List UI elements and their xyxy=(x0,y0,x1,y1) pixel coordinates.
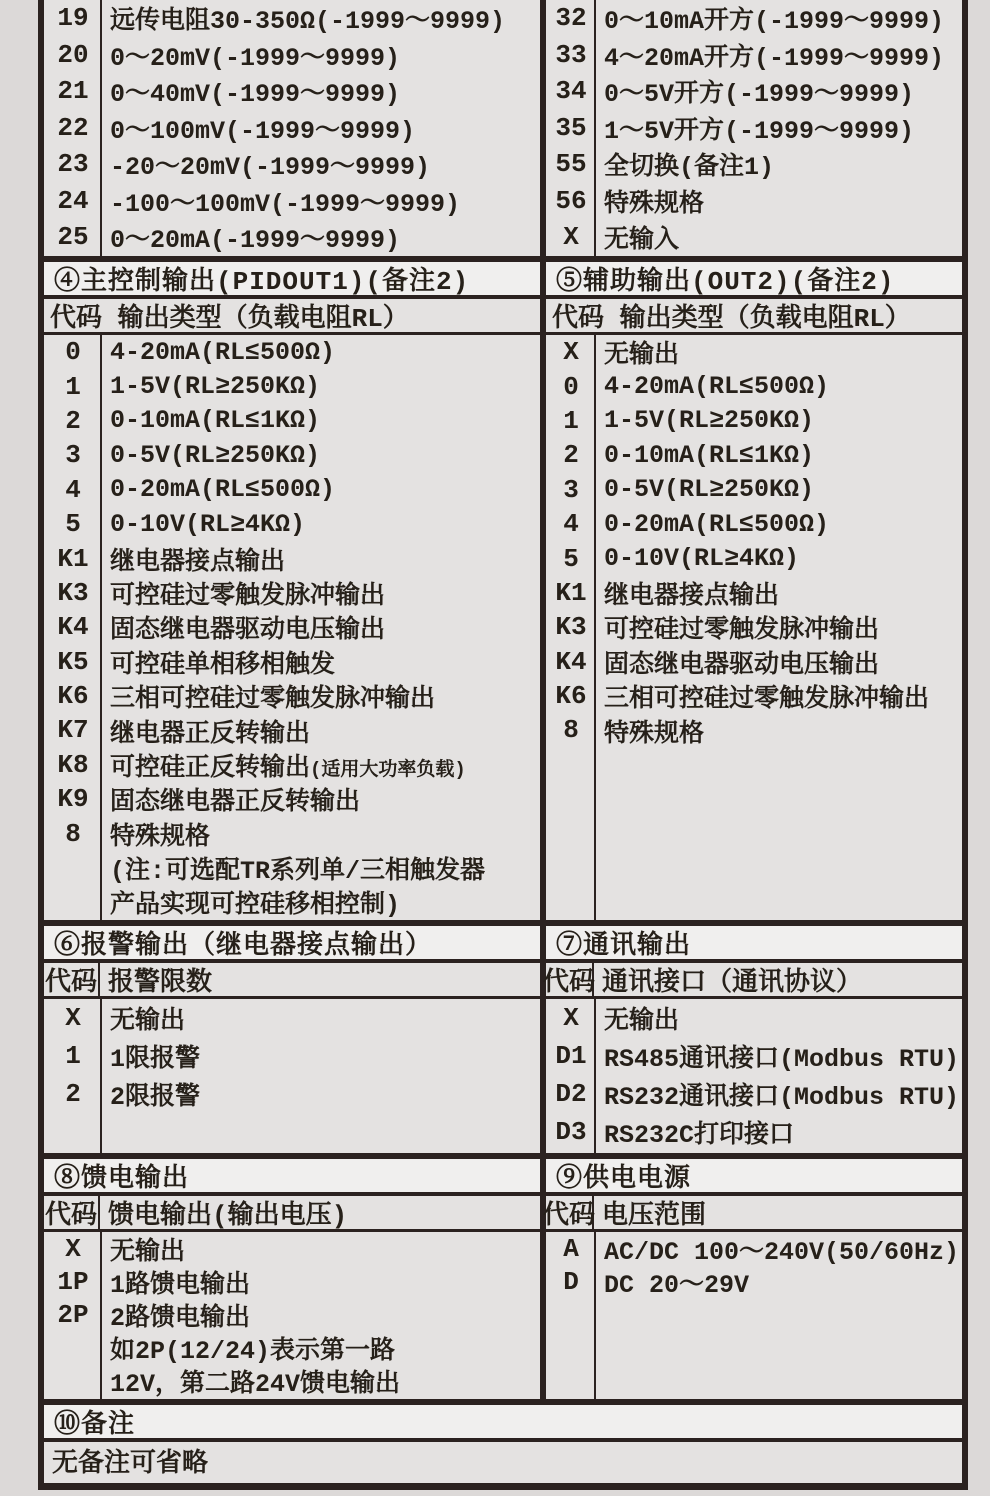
code-cell: D3 xyxy=(555,1117,587,1147)
desc-cell: 1-5V(RL≥250KΩ) xyxy=(604,406,815,436)
code-cell: K3 xyxy=(555,612,587,643)
section-7-header xyxy=(543,963,962,999)
table-row xyxy=(546,1265,962,1298)
table-row xyxy=(44,1331,540,1364)
code-cell: 19 xyxy=(57,3,89,34)
code-cell: 1 xyxy=(65,1041,81,1071)
code-cell: X xyxy=(563,222,579,253)
table-row xyxy=(44,219,540,256)
table-row xyxy=(44,369,540,403)
table-row xyxy=(546,541,962,575)
header-code-cell: 代码 xyxy=(44,1196,100,1229)
table-row xyxy=(44,438,540,472)
code-cell: 2P xyxy=(57,1299,89,1330)
code-cell: A xyxy=(563,1233,579,1264)
code-cell: 22 xyxy=(57,112,89,143)
desc-cell xyxy=(102,884,400,920)
table-row xyxy=(546,73,962,110)
desc-cell: 0～20mV(-1999～9999) xyxy=(110,43,401,73)
header-desc-cell: 馈电输出(输出电压) xyxy=(108,1201,348,1231)
table-row xyxy=(44,1265,540,1298)
desc-cell: 0～20mA(-1999～9999) xyxy=(110,226,401,256)
code-cell: 56 xyxy=(555,185,587,216)
section-aux-output xyxy=(540,262,968,920)
desc-cell: 0-10mA(RL≤1KΩ) xyxy=(604,440,815,470)
table-row xyxy=(44,1037,540,1075)
desc-cell xyxy=(102,510,305,539)
code-cell: 4 xyxy=(65,474,81,505)
code-cell: 24 xyxy=(57,185,89,216)
header-desc-cell: 通讯接口（通讯协议） xyxy=(602,968,863,998)
desc-cell xyxy=(102,644,335,680)
input-codes-right xyxy=(540,0,968,256)
code-cell: 8 xyxy=(65,818,81,849)
desc-cell: DC 20～29V xyxy=(604,1270,750,1300)
table-row xyxy=(44,335,540,369)
desc-cell xyxy=(102,475,335,504)
feed-power-band xyxy=(38,1153,968,1399)
code-cell: K9 xyxy=(57,784,89,815)
desc-cell: 1～5V开方(-1999～9999) xyxy=(604,116,915,146)
table-row xyxy=(44,507,540,541)
table-row xyxy=(546,335,962,369)
desc-cell: 无输入 xyxy=(604,226,680,256)
section-6-header xyxy=(44,963,540,999)
table-row xyxy=(546,645,962,679)
desc-cell xyxy=(102,441,320,470)
code-cell: K1 xyxy=(555,577,587,608)
desc-text: 0-5V(RL≥250KΩ) xyxy=(110,440,321,470)
table-row xyxy=(546,219,962,256)
table-row xyxy=(546,37,962,74)
table-row xyxy=(546,146,962,183)
remark-band xyxy=(38,1399,968,1490)
table-row xyxy=(44,851,540,885)
desc-cell: 0-5V(RL≥250KΩ) xyxy=(604,475,815,505)
code-cell: X xyxy=(563,1003,579,1033)
table-row xyxy=(546,713,962,747)
table-row xyxy=(44,999,540,1037)
table-row xyxy=(44,146,540,183)
table-row xyxy=(546,1232,962,1265)
table-row xyxy=(546,1037,962,1075)
code-cell: 32 xyxy=(555,3,587,34)
desc-cell: 无输出 xyxy=(604,341,680,371)
section-10-title: ⑩备注 xyxy=(44,1405,962,1442)
desc-cell: RS232C打印接口 xyxy=(604,1121,795,1150)
desc-cell xyxy=(102,406,320,435)
code-cell: K4 xyxy=(555,646,587,677)
desc-text: 三相可控硅过零触发脉冲输出 xyxy=(110,685,436,715)
desc-text: 4-20mA(RL≤500Ω) xyxy=(110,337,336,367)
desc-cell: 0～100mV(-1999～9999) xyxy=(110,116,416,146)
table-row xyxy=(44,73,540,110)
code-cell: K5 xyxy=(57,646,89,677)
table-row xyxy=(44,110,540,147)
desc-text: 可控硅正反转输出 xyxy=(110,753,311,783)
table-row xyxy=(546,438,962,472)
code-cell: D1 xyxy=(555,1041,587,1071)
desc-cell: 0-20mA(RL≤500Ω) xyxy=(604,509,830,539)
desc-text: 0-20mA(RL≤500Ω) xyxy=(110,475,336,505)
desc-cell: -100～100mV(-1999～9999) xyxy=(110,189,461,219)
desc-text: 1-5V(RL≥250KΩ) xyxy=(110,372,321,402)
code-cell: 5 xyxy=(65,509,81,540)
table-row xyxy=(44,1298,540,1331)
table-row xyxy=(44,610,540,644)
desc-cell xyxy=(102,713,310,749)
desc-cell: 继电器接点输出 xyxy=(604,581,780,611)
table-row xyxy=(44,576,540,610)
code-cell: 33 xyxy=(555,39,587,70)
section-7-title: ⑦通讯输出 xyxy=(546,926,962,963)
remark-text: 无备注可省略 xyxy=(52,1449,209,1479)
desc-cell: 无输出 xyxy=(110,1237,186,1267)
table-row xyxy=(44,1232,540,1265)
code-cell: 55 xyxy=(555,149,587,180)
code-cell: 25 xyxy=(57,222,89,253)
code-cell: 2 xyxy=(563,440,579,471)
table-row xyxy=(44,0,540,37)
code-cell: K7 xyxy=(57,715,89,746)
table-row xyxy=(546,473,962,507)
table-row xyxy=(546,576,962,610)
code-cell: 1 xyxy=(563,405,579,436)
section-comm-output xyxy=(540,926,968,1153)
ordering-code-sheet xyxy=(38,0,968,1490)
code-cell: K6 xyxy=(57,681,89,712)
code-cell: K6 xyxy=(555,681,587,712)
table-row xyxy=(546,507,962,541)
section-8-title: ⑧馈电输出 xyxy=(44,1159,540,1196)
section-4-header: 代码 输出类型（负载电阻RL） xyxy=(44,299,540,335)
desc-cell: 无输出 xyxy=(604,1007,680,1036)
code-cell: 1P xyxy=(57,1266,89,1297)
desc-cell: 全切换(备注1) xyxy=(604,153,775,183)
section-5-title: ⑤辅助输出(OUT2)(备注2) xyxy=(546,262,962,299)
code-cell: 8 xyxy=(563,715,579,746)
code-cell: 35 xyxy=(555,112,587,143)
code-cell: 0 xyxy=(563,371,579,402)
code-cell: 3 xyxy=(65,440,81,471)
table-row xyxy=(44,679,540,713)
desc-cell: 12V，第二路24V馈电输出 xyxy=(110,1369,401,1399)
desc-cell: 特殊规格 xyxy=(604,189,705,219)
desc-cell: AC/DC 100～240V(50/60Hz) xyxy=(604,1237,960,1267)
table-row xyxy=(546,369,962,403)
table-row xyxy=(546,0,962,37)
desc-text: (注:可选配TR系列单/三相触发器 xyxy=(110,857,486,887)
section-power-supply xyxy=(540,1159,968,1399)
desc-cell: 0～5V开方(-1999～9999) xyxy=(604,80,915,110)
desc-cell xyxy=(102,678,435,714)
section-5-header: 代码 输出类型（负载电阻RL） xyxy=(546,299,962,335)
input-codes-left xyxy=(38,0,540,256)
desc-cell: -20～20mV(-1999～9999) xyxy=(110,153,431,183)
code-cell: K4 xyxy=(57,612,89,643)
code-cell: K8 xyxy=(57,749,89,780)
desc-text: 可控硅单相移相触发 xyxy=(110,650,336,680)
table-row xyxy=(546,999,962,1037)
desc-cell: 可控硅过零触发脉冲输出 xyxy=(604,616,880,646)
table-row xyxy=(44,1075,540,1113)
header-code-cell: 代码 xyxy=(546,963,594,996)
table-row xyxy=(546,1113,962,1151)
desc-cell: 固态继电器驱动电压输出 xyxy=(604,650,880,680)
desc-cell: 特殊规格 xyxy=(604,719,705,749)
section-remark xyxy=(38,1405,968,1490)
desc-cell: 4～20mA开方(-1999～9999) xyxy=(604,43,945,73)
code-cell: X xyxy=(65,1003,81,1033)
code-cell: K1 xyxy=(57,543,89,574)
desc-cell xyxy=(102,541,285,577)
desc-cell: 1路馈电输出 xyxy=(110,1270,251,1300)
desc-cell xyxy=(102,816,210,852)
code-cell: K3 xyxy=(57,577,89,608)
section-alarm-output xyxy=(38,926,540,1153)
desc-cell: RS232通讯接口(Modbus RTU) xyxy=(604,1083,960,1112)
table-row xyxy=(44,782,540,816)
code-cell: 1 xyxy=(65,371,81,402)
table-row xyxy=(546,1075,962,1113)
header-code-cell: 代码 xyxy=(44,963,100,996)
header-desc-cell: 电压范围 xyxy=(602,1201,707,1231)
desc-cell: 0～40mV(-1999～9999) xyxy=(110,80,401,110)
section-6-title: ⑥报警输出（继电器接点输出） xyxy=(44,926,540,963)
desc-cell: 如2P(12/24)表示第一路 xyxy=(110,1336,396,1366)
section-feed-output xyxy=(38,1159,540,1399)
code-cell: 23 xyxy=(57,149,89,180)
desc-cell: 0-10V(RL≥4KΩ) xyxy=(604,544,800,574)
desc-text: 固态继电器正反转输出 xyxy=(110,788,361,818)
table-row xyxy=(44,645,540,679)
table-row xyxy=(546,110,962,147)
code-cell: 0 xyxy=(65,337,81,368)
table-row xyxy=(44,37,540,74)
desc-text: 0-10V(RL≥4KΩ) xyxy=(110,509,306,539)
section-9-header xyxy=(543,1196,962,1232)
desc-cell xyxy=(102,747,466,783)
table-row xyxy=(44,748,540,782)
table-row xyxy=(546,610,962,644)
desc-cell xyxy=(102,781,360,817)
code-cell: 34 xyxy=(555,76,587,107)
table-row xyxy=(44,1364,540,1397)
code-cell: 3 xyxy=(563,474,579,505)
code-cell: D2 xyxy=(555,1079,587,1109)
desc-cell xyxy=(102,338,335,367)
code-cell: X xyxy=(563,337,579,368)
table-row xyxy=(546,679,962,713)
section-8-header xyxy=(44,1196,540,1232)
desc-cell: 2限报警 xyxy=(110,1083,201,1112)
desc-cell: 无输出 xyxy=(110,1007,186,1036)
desc-note: (适用大功率负载) xyxy=(310,758,466,781)
desc-cell: RS485通讯接口(Modbus RTU) xyxy=(604,1045,960,1074)
table-row xyxy=(44,404,540,438)
desc-cell xyxy=(102,575,385,611)
code-cell: 2 xyxy=(65,405,81,436)
output-band xyxy=(38,256,968,920)
code-cell: 4 xyxy=(563,509,579,540)
code-cell: D xyxy=(563,1266,579,1297)
desc-cell: 远传电阻30-350Ω(-1999～9999) xyxy=(110,7,506,37)
section-9-title: ⑨供电电源 xyxy=(546,1159,962,1196)
section-4-title: ④主控制输出(PIDOUT1)(备注2) xyxy=(44,262,540,299)
code-cell: 5 xyxy=(563,543,579,574)
desc-cell xyxy=(102,850,485,886)
table-row xyxy=(44,541,540,575)
table-row xyxy=(44,713,540,747)
table-row xyxy=(44,885,540,919)
desc-cell: 4-20mA(RL≤500Ω) xyxy=(604,372,830,402)
table-row xyxy=(44,473,540,507)
table-row xyxy=(44,183,540,220)
desc-text: 特殊规格 xyxy=(110,822,211,852)
desc-cell: 三相可控硅过零触发脉冲输出 xyxy=(604,685,930,715)
table-row xyxy=(546,404,962,438)
section-main-control-output xyxy=(38,262,540,920)
desc-cell: 0～10mA开方(-1999～9999) xyxy=(604,7,945,37)
desc-text: 继电器正反转输出 xyxy=(110,719,311,749)
header-desc-cell: 报警限数 xyxy=(108,968,213,998)
desc-cell: 2路馈电输出 xyxy=(110,1303,251,1333)
desc-cell xyxy=(102,609,385,645)
code-cell: X xyxy=(65,1233,81,1264)
alarm-comm-band xyxy=(38,920,968,1153)
desc-cell: 1限报警 xyxy=(110,1045,201,1074)
code-cell: 20 xyxy=(57,39,89,70)
code-cell: 2 xyxy=(65,1079,81,1109)
desc-text: 继电器接点输出 xyxy=(110,547,286,577)
header-code-cell: 代码 xyxy=(546,1196,594,1229)
desc-text: 产品实现可控硅移相控制) xyxy=(110,891,401,920)
desc-cell xyxy=(102,372,320,401)
desc-text: 0-10mA(RL≤1KΩ) xyxy=(110,406,321,436)
desc-text: 固态继电器驱动电压输出 xyxy=(110,616,386,646)
input-type-band xyxy=(38,0,968,256)
table-row xyxy=(44,816,540,850)
table-row xyxy=(546,183,962,220)
code-cell: 21 xyxy=(57,76,89,107)
desc-text: 可控硅过零触发脉冲输出 xyxy=(110,581,386,611)
